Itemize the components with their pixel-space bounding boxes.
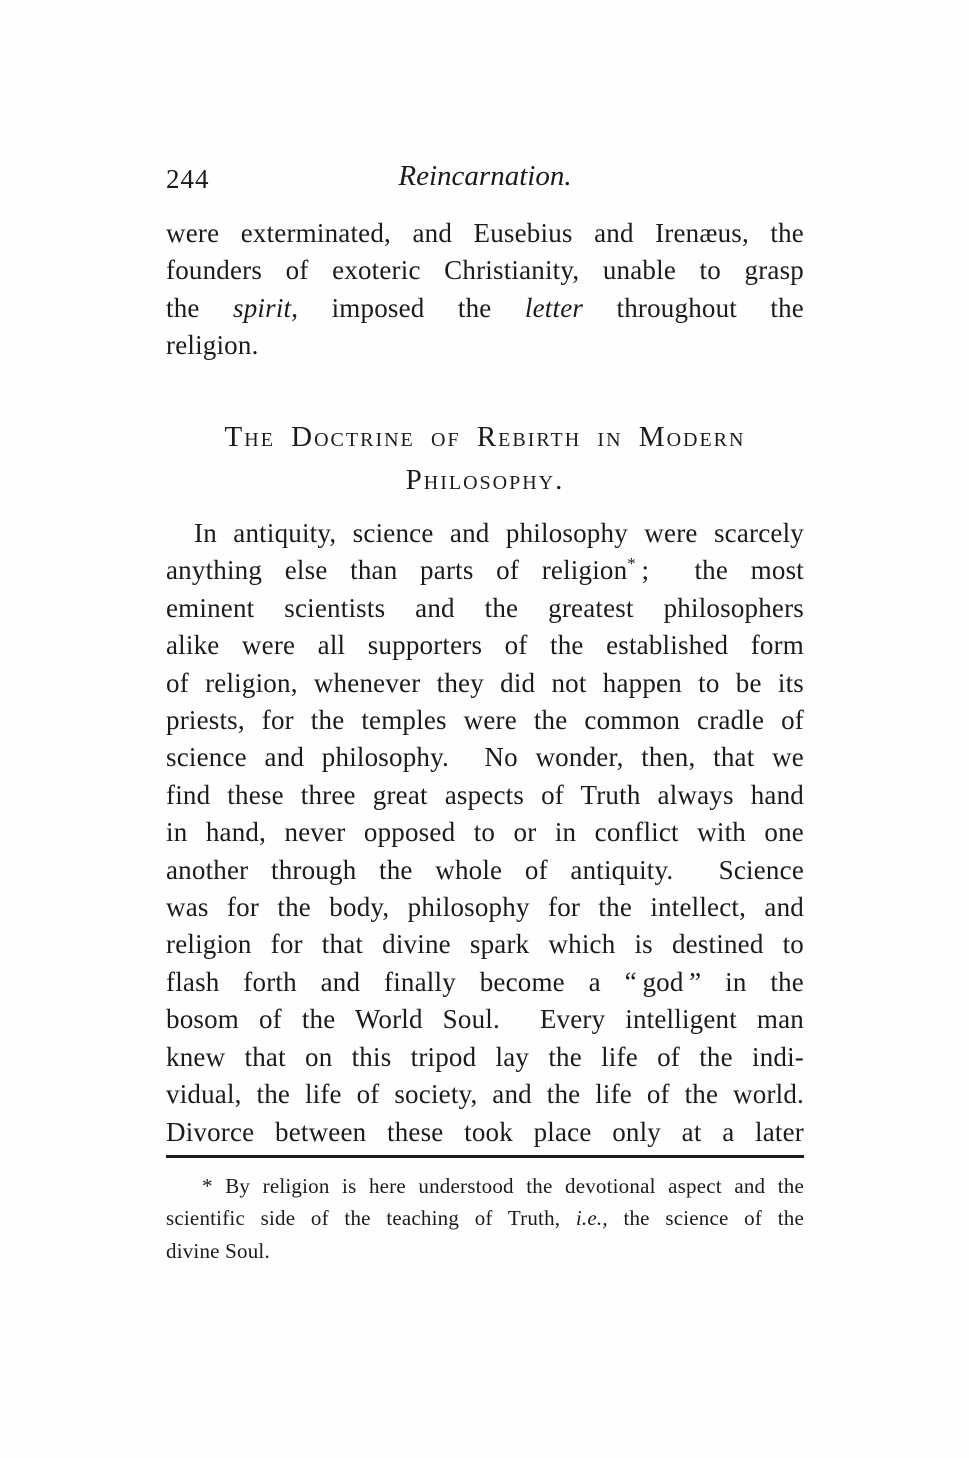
footnote-asterisk: * <box>202 1174 213 1198</box>
footnote <box>166 1170 804 1267</box>
text-line: science and philosophy. No wonder, then, that we <box>166 742 804 773</box>
text-line: were exterminated, and Eusebius and Irenæus, the <box>166 218 804 248</box>
text-line: alike were all supporters of the established form <box>166 630 804 661</box>
text-line: knew that on this tripod lay the life of the indi- <box>166 1041 804 1072</box>
text-segment: By religion is here understood the devotional aspect and the <box>212 1174 804 1198</box>
text-line <box>166 290 804 327</box>
footnote-line: divine Soul. <box>166 1238 270 1263</box>
section-heading-line: Philosophy. <box>405 464 565 496</box>
text-line: founders of exoteric Christianity, unable to grasp <box>166 255 804 286</box>
text-segment: throughout the <box>583 292 804 323</box>
body-paragraph <box>166 515 804 1151</box>
section-heading <box>166 416 804 502</box>
footnote-rule <box>166 1155 804 1158</box>
text-line: priests, for the temples were the common cradle of <box>166 705 804 736</box>
text-line: in hand, never opposed to or in conflict with one <box>166 817 804 848</box>
text-line: religion for that divine spark which is destined to <box>166 929 804 960</box>
section-heading-line: The Doctrine of Rebirth in Modern <box>224 421 746 453</box>
text-segment: ; the most <box>635 555 804 586</box>
text-line: religion. <box>166 330 259 361</box>
text-line: flash forth and finally become a “ god ” in the <box>166 966 804 997</box>
intro-paragraph <box>166 215 804 365</box>
footnote-line <box>166 1202 804 1234</box>
text-line <box>166 552 804 589</box>
footnote-line <box>166 1170 804 1202</box>
running-head <box>166 160 804 200</box>
footnote-reference-asterisk: * <box>627 554 636 574</box>
italic-abbreviation-ie: i.e., <box>575 1206 608 1231</box>
text-line: eminent scientists and the greatest philosophers <box>166 592 804 623</box>
text-line: Divorce between these took place only at a later <box>166 1116 804 1147</box>
text-segment: scientific side of the teaching of Truth, <box>166 1206 576 1231</box>
text-segment: the science of the <box>607 1206 804 1231</box>
text-line: was for the body, philosophy for the intellect, and <box>166 892 804 923</box>
italic-word-letter: letter <box>524 292 584 323</box>
text-line: another through the whole of antiquity. Science <box>166 854 804 885</box>
page-number: 244 <box>166 164 210 194</box>
text-line: of religion, whenever they did not happen to be its <box>166 667 804 698</box>
text-line: find these three great aspects of Truth always hand <box>166 779 804 810</box>
text-segment: anything else than parts of religion <box>166 555 628 586</box>
running-header-title: Reincarnation. <box>398 160 572 192</box>
text-line: In antiquity, science and philosophy were scarcely <box>194 518 804 548</box>
text-segment: , imposed the <box>291 292 525 323</box>
text-segment: the <box>166 292 233 323</box>
text-line: vidual, the life of society, and the life of the world. <box>166 1079 804 1110</box>
text-line: bosom of the World Soul. Every intelligent man <box>166 1004 804 1035</box>
italic-word-spirit: spirit <box>233 292 292 323</box>
